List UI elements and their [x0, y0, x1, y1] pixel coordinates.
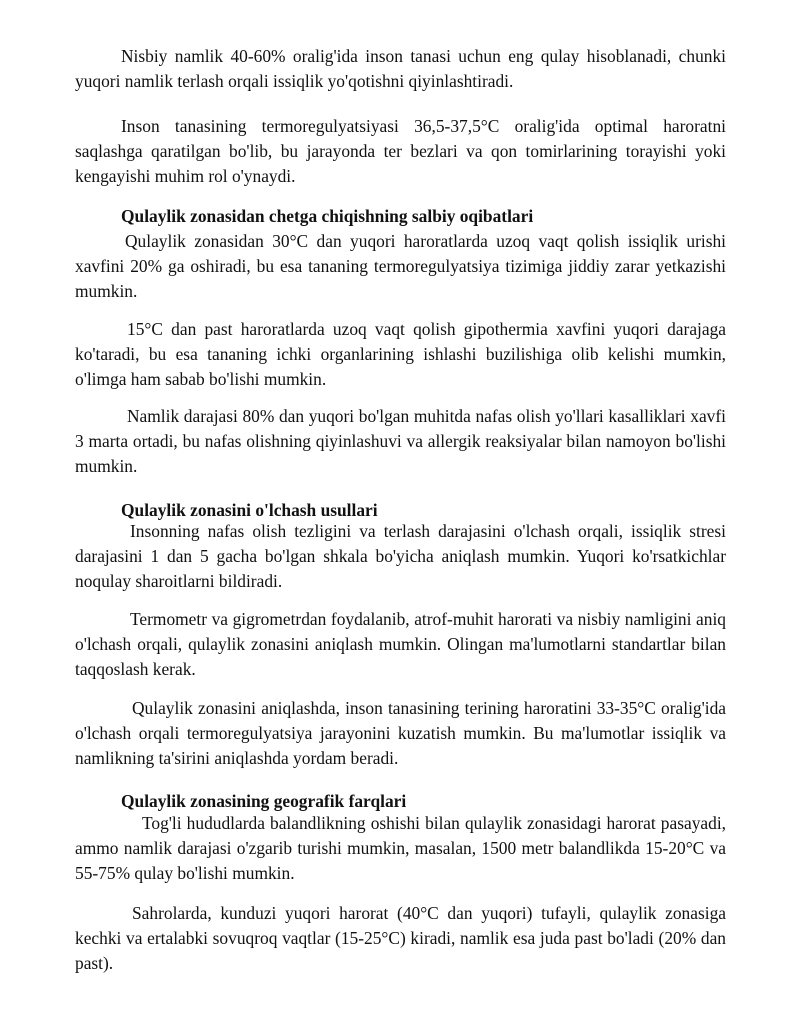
- section-heading-geography: Qulaylik zonasining geografik farqlari: [121, 791, 407, 811]
- paragraph-heat-risk: Qulaylik zonasidan 30°C dan yuqori haroratlarda uzoq vaqt qolish issiqlik urishi xavfini 20% ga oshiradi, bu esa tananing termoregulyatsiya tizimiga jiddiy zarar yetkazishi mumkin.: [75, 231, 726, 301]
- paragraph-deserts: Sahrolarda, kunduzi yuqori harorat (40°C dan yuqori) tufayli, qulaylik zonasiga kechki va ertalabki sovuqroq vaqtlar (15-25°C) kiradi, namlik esa juda past bo'ladi (20% dan past).: [75, 903, 726, 973]
- paragraph-humidity-risk: Namlik darajasi 80% dan yuqori bo'lgan muhitda nafas olish yo'llari kasalliklari xavfi 3 marta ortadi, bu nafas olishning qiyinlashuvi va allergik reaksiyalar bilan namoyon bo'lishi mumkin.: [75, 406, 726, 476]
- paragraph-heat-stress-scale: Insonning nafas olish tezligini va terlash darajasini o'lchash orqali, issiqlik stresi darajasini 1 dan 5 gacha bo'lgan shkala bo'yicha aniqlash mumkin. Yuqori ko'rsatkichlar noqulay sharoitlarni bildiradi.: [75, 521, 726, 591]
- paragraph-mountains: Tog'li hududlarda balandlikning oshishi bilan qulaylik zonasidagi harorat pasayadi, ammo namlik darajasi o'zgarib turishi mumkin, masalan, 1500 metr balandlikda 15-20°C va 55-75% qulay bo'lishi mumkin.: [75, 813, 726, 883]
- paragraph-thermoregulation: Inson tanasining termoregulyatsiyasi 36,5-37,5°C oralig'ida optimal haroratni saqlashga qaratilgan bo'lib, bu jarayonda ter bezlari va qon tomirlarining torayishi yoki kengayishi muhim rol o'ynaydi.: [75, 116, 726, 186]
- section-heading-negative-effects: Qulaylik zonasidan chetga chiqishning salbiy oqibatlari: [121, 206, 534, 226]
- paragraph-cold-risk: 15°C dan past haroratlarda uzoq vaqt qolish gipothermia xavfini yuqori darajaga ko'taradi, bu esa tananing ichki organlarining ishlashi buzilishiga olib kelishi mumkin, o'limga ham sabab bo'lishi mumkin.: [75, 319, 726, 389]
- paragraph-humidity: Nisbiy namlik 40-60% oralig'ida inson tanasi uchun eng qulay hisoblanadi, chunki yuqori namlik terlash orqali issiqlik yo'qotishni qiyinlashtiradi.: [75, 46, 726, 91]
- paragraph-skin-temperature: Qulaylik zonasini aniqlashda, inson tanasining terining haroratini 33-35°C oralig'ida o'lchash orqali termoregulyatsiya jarayonini kuzatish mumkin. Bu ma'lumotlar issiqlik va namlikning ta'sirini aniqlashda yordam beradi.: [75, 698, 726, 768]
- paragraph-thermometer: Termometr va gigrometrdan foydalanib, atrof-muhit harorati va nisbiy namligini aniq o'lchash orqali, qulaylik zonasini aniqlash mumkin. Olingan ma'lumotlarni standartlar bilan taqqoslash kerak.: [75, 609, 726, 679]
- section-heading-measurement: Qulaylik zonasini o'lchash usullari: [121, 500, 378, 520]
